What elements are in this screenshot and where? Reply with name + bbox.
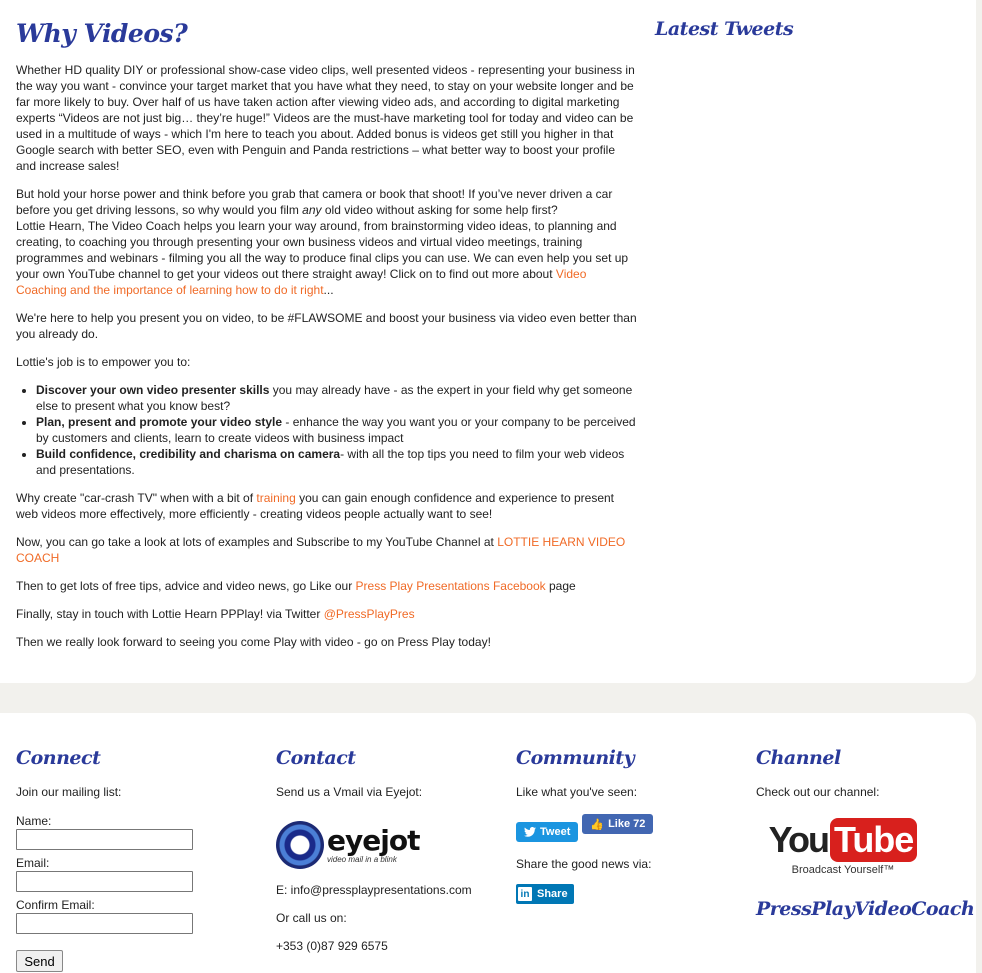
list-item-text: - enhance the way you want you or your company to be perceived by customers and clients, learn to create videos with business impact [36, 415, 636, 445]
youtube-tube: Tube [830, 818, 917, 862]
youtube-channel-link[interactable]: LOTTIE HEARN VIDEO COACH [16, 535, 626, 565]
eye-icon [276, 821, 324, 869]
contact-column [276, 744, 506, 954]
twitter-text: Finally, stay in touch with Lottie Hearn PPPlay! via Twitter [16, 607, 321, 621]
youtube-text: Now, you can go take a look at lots of examples and Subscribe to my YouTube Channel at [16, 535, 494, 549]
training-text-a: Why create "car-crash TV" when with a bit of [16, 491, 254, 505]
community-column [516, 744, 746, 904]
training-paragraph [16, 490, 638, 522]
linkedin-share-button[interactable] [516, 884, 574, 904]
tweet-button[interactable] [516, 822, 578, 842]
email-label: Email: [16, 856, 50, 870]
facebook-text-a: Then to get lots of free tips, advice and video news, go Like our [16, 579, 353, 593]
community-heading: Community [516, 747, 635, 769]
list-item-bold: Discover your own video presenter skills [36, 383, 270, 397]
facebook-text-b: page [549, 579, 576, 593]
confirm-email-label: Confirm Email: [16, 898, 95, 912]
list-item-bold: Build confidence, credibility and charisma on camera [36, 447, 341, 461]
intro-paragraph: Whether HD quality DIY or professional show-case video clips, well presented videos - representing your business in the way you want - convince your target market that you have what they need, to stay on your website longer and be far more likely to buy. Over half of us have taken action after viewing video ads, and according to digital marketing experts “Videos are not just big… they’re huge!” Videos are the must-have marketing tool for today and video can be used in a multitude of ways - which I'm here to teach you about. Added bonus is videos get still you higher in that Google search with better SEO, even with Penguin and Panda restrictions – what better way to boost your profile and increase sales! [16, 63, 635, 173]
video-coaching-link[interactable]: Video Coaching and the importance of learning how to do it right [16, 267, 587, 297]
latest-tweets-heading: Latest Tweets [655, 18, 794, 40]
training-link[interactable]: training [256, 491, 296, 505]
coaching-paragraph [16, 186, 638, 298]
mailing-list-text: Join our mailing list: [16, 785, 122, 799]
empower-paragraph: Lottie's job is to empower you to: [16, 355, 191, 369]
skills-list [36, 382, 638, 478]
coaching-text-b: old video without asking for some help first? [324, 203, 558, 217]
eyejot-logo[interactable] [276, 820, 506, 870]
share-intro-text: Share the good news via: [516, 857, 652, 871]
name-label: Name: [16, 814, 52, 828]
share-label: Share [537, 888, 568, 900]
list-item [36, 446, 638, 478]
twitter-bird-icon [524, 827, 536, 837]
coaching-ellipsis: ... [323, 283, 334, 297]
channel-name-link[interactable]: PressPlayVideoCoach [756, 898, 975, 920]
coaching-text-c: Lottie Hearn, The Video Coach helps you learn your way around, from brainstorming video ideas, to planning and creating, to coaching you through presenting your own business videos and virtual video meetings, training programmes and webinars - filming you all the way to produce final clips you can use. We can even help you set up your own YouTube channel to get your videos out there straight away! Click on to find out more about [16, 219, 629, 281]
youtube-wordmark [768, 818, 914, 862]
contact-phone: +353 (0)87 929 6575 [276, 939, 388, 953]
eyejot-wordmark [327, 823, 420, 864]
twitter-link[interactable]: @PressPlayPres [323, 607, 415, 621]
social-buttons [516, 818, 746, 842]
coaching-text-a: But hold your horse power and think before you grab that camera or book that shoot! If you’ve never driven a car before you get driving lessons, so why would you film [16, 187, 613, 217]
youtube-you: You [768, 819, 828, 860]
coaching-emphasis: any [302, 203, 322, 217]
eyejot-tagline: video mail in a blink [327, 854, 397, 864]
list-item-text: you may already have - as the expert in your field why get someone else to present what you know best? [36, 383, 633, 413]
thumbs-up-icon: 👍 [590, 818, 605, 831]
youtube-paragraph [16, 534, 638, 566]
email-field[interactable] [16, 871, 193, 892]
list-item-bold: Plan, present and promote your video style [36, 415, 283, 429]
connect-column [16, 744, 246, 972]
channel-heading: Channel [756, 747, 841, 769]
training-text-b: you can gain enough confidence and experience to present web videos more effectively, more efficiently - creating videos people actually want to see! [16, 491, 615, 521]
send-button[interactable]: Send [16, 950, 63, 972]
channel-column [756, 744, 982, 920]
youtube-logo[interactable] [768, 818, 914, 876]
name-field[interactable] [16, 829, 193, 850]
call-text: Or call us on: [276, 911, 347, 925]
facebook-like-button[interactable] [582, 814, 653, 834]
facebook-link[interactable]: Press Play Presentations Facebook [355, 579, 546, 593]
youtube-tagline: Broadcast Yourself™ [791, 864, 895, 876]
contact-email: E: info@pressplaypresentations.com [276, 883, 472, 897]
linkedin-icon: in [518, 887, 532, 901]
confirm-email-field[interactable] [16, 913, 193, 934]
vmail-text: Send us a Vmail via Eyejot: [276, 785, 423, 799]
facebook-paragraph [16, 578, 638, 594]
connect-heading: Connect [16, 747, 101, 769]
flawsome-paragraph: We're here to help you present you on video, to be #FLAWSOME and boost your business via video even better than you already do. [16, 311, 637, 341]
contact-heading: Contact [276, 747, 356, 769]
list-item [36, 414, 638, 446]
tweet-label: Tweet [540, 826, 571, 838]
list-item-text: - with all the top tips you need to film your web videos and presentations. [36, 447, 625, 477]
list-item [36, 382, 638, 414]
main-content [16, 18, 638, 662]
page-title: Why Videos? [16, 19, 188, 48]
closing-paragraph: Then we really look forward to seeing you come Play with video - go on Press Play today! [16, 635, 491, 649]
channel-intro-text: Check out our channel: [756, 785, 880, 799]
like-label: Like 72 [608, 818, 646, 830]
like-intro-text: Like what you've seen: [516, 785, 638, 799]
twitter-paragraph [16, 606, 638, 622]
eyejot-word: eyejot [327, 823, 420, 857]
